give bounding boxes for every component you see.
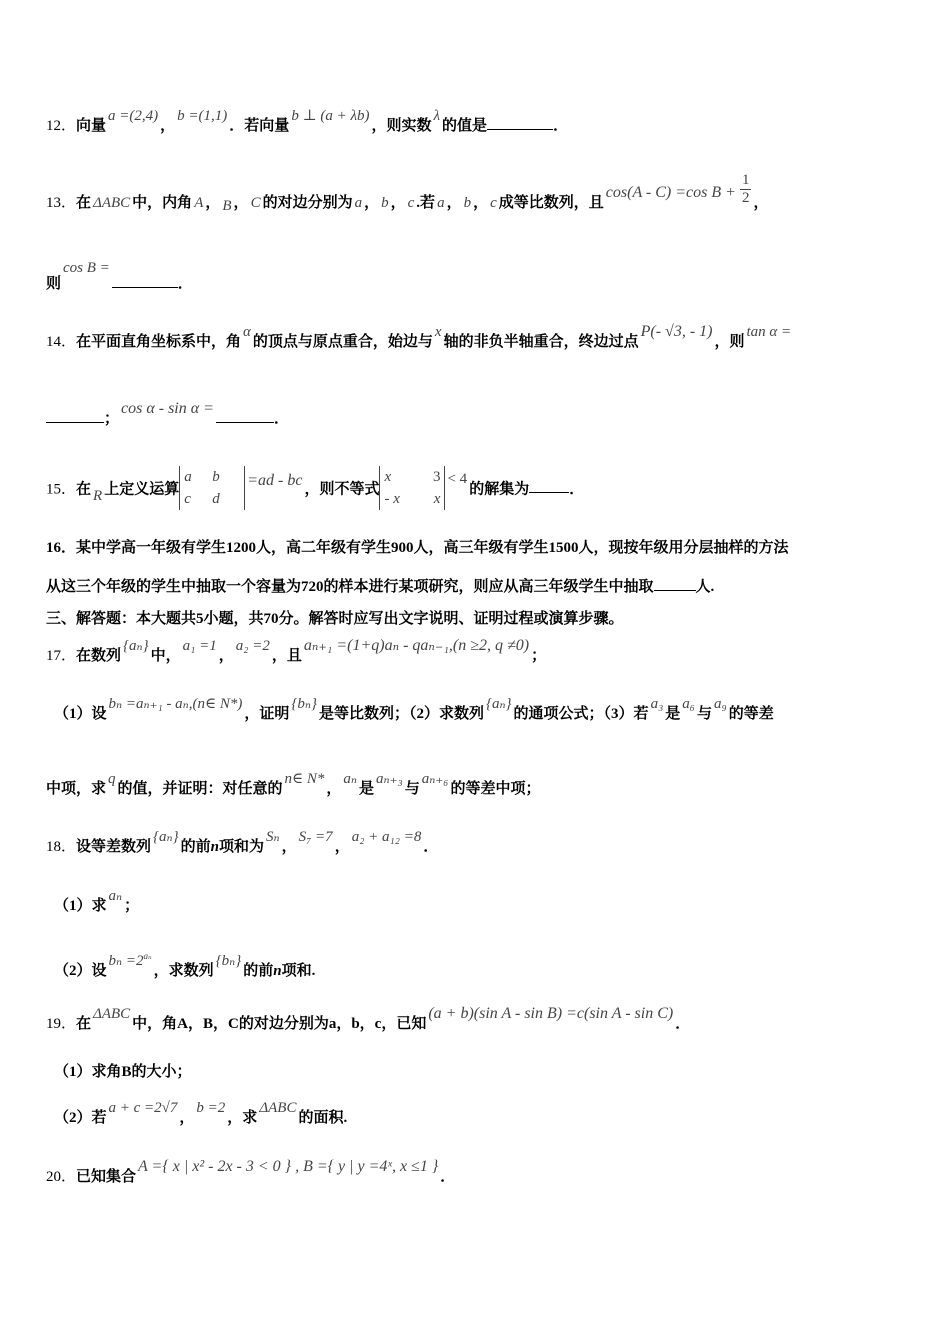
math-ad-bc: =ad - bc [247,472,303,490]
math-sequence-a: {aₙ} [123,638,149,654]
text: 的值是 [442,118,488,134]
text: 在数列 [76,648,122,664]
text-n: n [273,963,282,979]
text: ．若向量 [229,118,290,134]
text: 的解集为 [469,481,530,498]
question-13-continued [46,260,193,294]
text: .若 [416,194,436,211]
text: 成等比数列，且 [498,194,604,211]
question-number: 13． [46,194,77,211]
math-tan: tan α = [746,324,792,340]
math-fraction-half [738,172,754,207]
text: 的前 [243,963,274,979]
math-var: c [490,194,497,211]
fraction-numerator: 1 [741,172,750,188]
math-sequence-a: {aₙ} [153,829,179,845]
det-entry: c [184,491,191,507]
math-b-eq-2: b =2 [196,1100,226,1116]
text: ． [177,276,193,292]
answer-blank[interactable] [112,273,178,288]
section-heading: 三、解答题：本大题共5小题，共70分。解答时应写出文字说明、证明过程或演算步骤。 [46,611,624,627]
answer-blank[interactable] [654,576,696,591]
det-entry: b [212,469,220,485]
math-less-than-4: < 4 [447,471,468,488]
text: ． [675,1016,691,1032]
question-16-line-1: 16．某中学高一年级有学生1200人，高二年级有学生900人，高三年级有学生1500人，现按年级用分层抽样的方法 [46,540,789,556]
question-19 [46,1005,691,1034]
question-number: 15． [46,481,77,498]
text: 中， [150,648,181,664]
math-var: a [354,194,363,211]
math-var: b [463,194,472,211]
math-R: R [93,488,103,505]
math-point-P: P(- √3, - 1) [640,323,713,340]
text: 在 [76,481,92,498]
math-vector-a: a =(2,4) [108,108,159,124]
text: 的前 [180,839,211,855]
question-number: 18． [46,839,77,855]
text: 项和为 [218,839,264,855]
text: 中，角A，B，C的对边分别为a，b，c，已知 [132,1016,427,1032]
text: 与 [404,781,420,797]
math-a2: a₂ =2 [235,638,270,654]
question-20 [46,1158,456,1187]
math-perpendicular: b ⊥ (a + λb) [291,108,370,124]
text: ， [753,194,769,211]
math-sequence-b: {bₙ} [215,953,242,969]
question-14 [46,323,793,352]
math-lambda: λ [433,108,441,124]
math-S7: S₇ =7 [298,829,333,845]
text: 则 [46,276,62,292]
text: 的等差中项； [450,781,541,797]
text: 的等差 [728,706,774,722]
question-16-line-2 [46,576,714,597]
math-x: x [434,324,442,340]
text: ． [553,118,569,134]
text: ，且 [271,648,302,664]
question-17: 17．在数列{aₙ}中，a₁ =1，a₂ =2，且aₙ₊₁ =(1+q)aₙ - qaₙ₋₁,(n ≥2, q ≠0)； [46,637,547,664]
text: 是等比数列；（2）求数列 [318,706,484,722]
math-var: B [222,197,232,214]
math-var: C [250,194,261,211]
math-a-plus-c: a + c =2√7 [108,1100,178,1116]
text-n: n [210,839,219,855]
text: 中，内角 [132,194,193,211]
text: ． [273,411,289,427]
math-a2-a12: a₂ + a₁₂ =8 [351,829,422,845]
text: 向量 [76,118,107,134]
question-13: 13．在 ΔABC 中，内角 A ， B ， C 的对边分别为 a ， b ， c .若 a ， b ， c 成等比数列，且cos(A - C) =cos B + $\frac{1}{2}$ ， [46,172,769,214]
question-18-part-1 [54,888,140,916]
text: 中项，求 [46,781,107,797]
math-triangle: ΔABC [93,194,131,211]
math-var: a [437,194,445,211]
text: 在平面直角坐标系中，角 [76,334,242,350]
text: ； [104,411,120,427]
question-number: 19． [46,1016,77,1032]
question-15 [46,468,584,512]
det-entry: x [433,491,441,507]
math-alpha: α [243,324,251,340]
text: （2）若 [54,1110,107,1126]
answer-blank[interactable] [529,478,569,493]
math-sets: A ={ x | x² - 2x - 3 < 0 } , B ={ y | y =4ˣ, x ≤1 } [138,1158,439,1175]
math-recurrence: aₙ₊₁ =(1+q)aₙ - qaₙ₋₁,(n ≥2, q ≠0) [303,637,530,654]
text: 的对边分别为 [262,194,353,211]
text: 与 [697,706,713,722]
text: 在 [76,194,92,211]
question-17-continued [46,771,541,799]
question-number: 12． [46,118,77,134]
text: 的值，并证明：对任意的 [117,781,283,797]
math-sequence-a: {aₙ} [485,696,512,712]
question-number: 17． [46,648,77,664]
question-number: 20． [46,1169,77,1185]
det-entry: d [212,491,220,507]
text: 已知集合 [76,1169,137,1185]
math-cos-equation: cos(A - C) =cos B + [605,183,736,201]
question-18: 18．设等差数列{aₙ}的前n项和为Sₙ，S₇ =7，a₂ + a₁₂ =8． [46,829,439,855]
math-var: c [407,194,415,211]
det-entry: - x [384,491,400,507]
det-entry: a [184,469,192,485]
text: 项和. [281,963,316,979]
text: ． [440,1169,456,1185]
math-Sn: Sₙ [265,829,280,845]
question-17-parts [54,696,774,724]
text: 的顶点与原点重合，始边与 [252,334,433,350]
answer-blank[interactable] [216,408,274,423]
text: ； [124,898,140,914]
determinant-inequality [379,466,445,510]
text: 从这三个年级的学生中抽取一个容量为720的样本进行某项研究，则应从高三年级学生中抽取 [46,579,654,595]
text: ，则不等式 [304,481,380,498]
det-entry: 3 [432,469,441,485]
math-sine-equation: (a + b)(sin A - sin B) =c(sin A - sin C) [428,1005,674,1022]
text: ，则实数 [371,118,432,134]
math-q: q [108,771,116,787]
text: 人. [695,579,715,595]
text: ． [569,481,585,498]
text: ，证明 [244,706,290,722]
math-bn-def: bₙ =aₙ₊₁ - aₙ,(n∈ N*) [108,696,243,712]
math-sequence-b: {bₙ} [291,696,317,712]
question-number: 14． [46,334,77,350]
text: ； [531,648,547,664]
text: （1）求 [54,898,107,914]
math-an: aₙ [343,771,357,787]
text: ，求数列 [153,963,214,979]
math-var: A [194,194,204,211]
question-19-part-1: （1）求角B的大小； [54,1064,192,1080]
math-triangle: ΔABC [93,1006,131,1022]
text: 的通项公式；（3）若 [513,706,649,722]
text: （1）设 [54,706,107,722]
question-19-part-2: （2）若a + c =2√7，b =2，求ΔABC的面积. [54,1100,348,1126]
text: 的面积. [298,1110,348,1126]
math-a3: a₃ [650,696,664,712]
text: ． [423,839,439,855]
answer-blank[interactable] [46,408,104,423]
math-a6: a₆ [682,696,696,712]
question-14-continued [46,400,289,429]
text: （2）设 [54,963,107,979]
det-entry: x [384,469,392,485]
math-var: b [381,194,389,211]
math-vector-b: b =(1,1) [177,108,228,124]
fraction-denominator: 2 [741,190,750,206]
text: 是 [665,706,681,722]
math-cosB: cos B = [63,260,110,276]
math-an6: aₙ₊₆ [421,771,449,787]
text: 设等差数列 [76,839,152,855]
text: ，求 [227,1110,258,1126]
math-exponent: aₙ [143,951,152,961]
text: 上定义运算 [104,481,180,498]
text: 轴的非负半轴重合，终边过点 [443,334,639,350]
math-bn-exp [107,946,154,971]
answer-blank[interactable] [487,115,553,130]
math-a9: a₉ [714,696,727,712]
question-12: 12．向量a =(2,4)，b =(1,1)．若向量b ⊥ (a + λb)，则实数λ的值是 ． [46,108,569,134]
math-an: aₙ [108,888,123,904]
text: 在 [76,1016,92,1032]
math-bn-base: bₙ =2 [108,953,144,969]
text: ，则 [714,334,745,350]
text: 是 [359,781,375,797]
question-18-part-2 [54,951,316,981]
math-triangle: ΔABC [259,1100,297,1116]
text: ， [326,781,342,797]
math-an3: aₙ₊₃ [376,771,403,787]
math-cos-minus-sin: cos α - sin α = [121,400,214,417]
math-n-in-N: n∈ N* [284,771,325,787]
determinant-definition [179,466,245,510]
math-a1: a₁ =1 [182,638,217,654]
